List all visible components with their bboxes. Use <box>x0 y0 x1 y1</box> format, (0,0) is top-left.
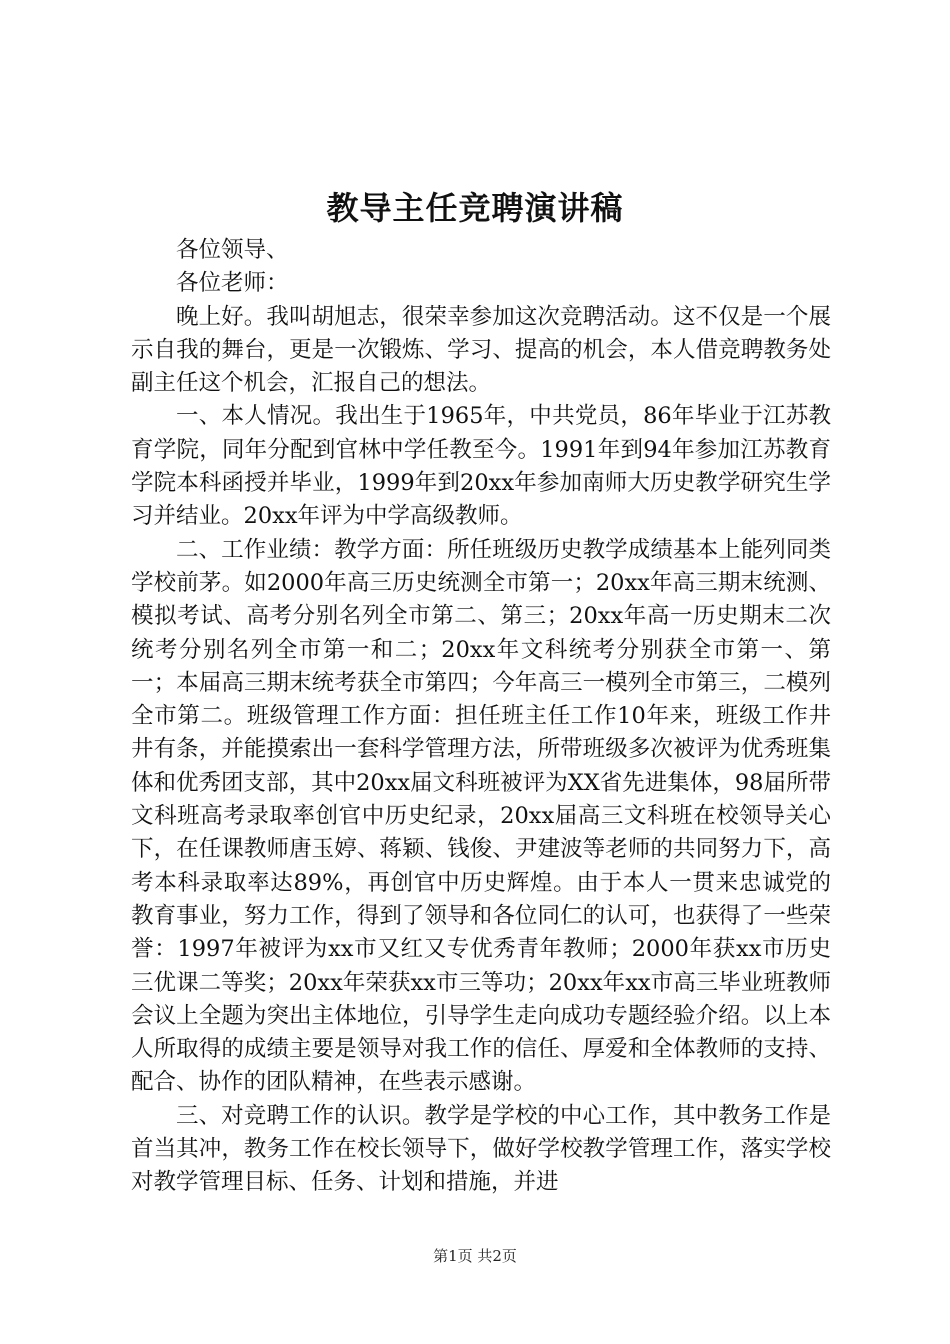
paragraph-understanding: 三、对竞聘工作的认识。教学是学校的中心工作，其中教务工作是首当其冲，教务工作在校长领导下，做好学校教学管理工作，落实学校对教学管理目标、任务、计划和措施，并进 <box>131 1102 831 1196</box>
paragraph-achievements: 二、工作业绩：教学方面：所任班级历史教学成绩基本上能列同类学校前茅。如2000年高三历史统测全市第一；20xx年高三期末统测、模拟考试、高考分别名列全市第二、第三；20xx年高一历史期末二次统考分别名列全市第一和二；20xx年文科统考分别获全市第一、第一；本届高三期末统考获全市第四；今年高三一模列全市第三，二模列全市第二。班级管理工作方面：担任班主任工作10年来，班级工作井井有条，并能摸索出一套科学管理方法，所带班级多次被评为优秀班集体和优秀团支部，其中20xx届文科班被评为XX省先进集体，98届所带文科班高考录取率创官中历史纪录，20xx届高三文科班在校领导关心下，在任课教师唐玉婷、蒋颖、钱俊、尹建波等老师的共同努力下，高考本科录取率达89%，再创官中历史辉煌。由于本人一贯来忠诚党的教育事业，努力工作，得到了领导和各位同仁的认可，也获得了一些荣誉：1997年被评为xx市又红又专优秀青年教师；2000年获xx市历史三优课二等奖；20xx年荣获xx市三等功；20xx年xx市高三毕业班教师会议上全题为突出主体地位，引导学生走向成功专题经验介绍。以上本人所取得的成绩主要是领导对我工作的信任、厚爱和全体教师的支持、配合、协作的团队精神，在些表示感谢。 <box>131 536 831 1096</box>
paragraph-greeting: 晚上好。我叫胡旭志，很荣幸参加这次竞聘活动。这不仅是一个展示自我的舞台，更是一次锻炼、学习、提高的机会，本人借竞聘教务处副主任这个机会，汇报自己的想法。 <box>131 303 831 397</box>
page-footer: 第1页 共2页 <box>433 1247 517 1265</box>
salutation-leaders: 各位领导、 <box>176 237 289 263</box>
document-body <box>131 234 831 1200</box>
salutation-teachers: 各位老师： <box>176 270 289 297</box>
document-title: 教导主任竞聘演讲稿 <box>326 189 624 227</box>
paragraph-personal-info: 一、本人情况。我出生于1965年，中共党员，86年毕业于江苏教育学院，同年分配到官林中学任教至今。1991年到94年参加江苏教育学院本科函授并毕业，1999年到20xx年参加南师大历史教学研究生学习并结业。20xx年评为中学高级教师。 <box>131 403 831 530</box>
